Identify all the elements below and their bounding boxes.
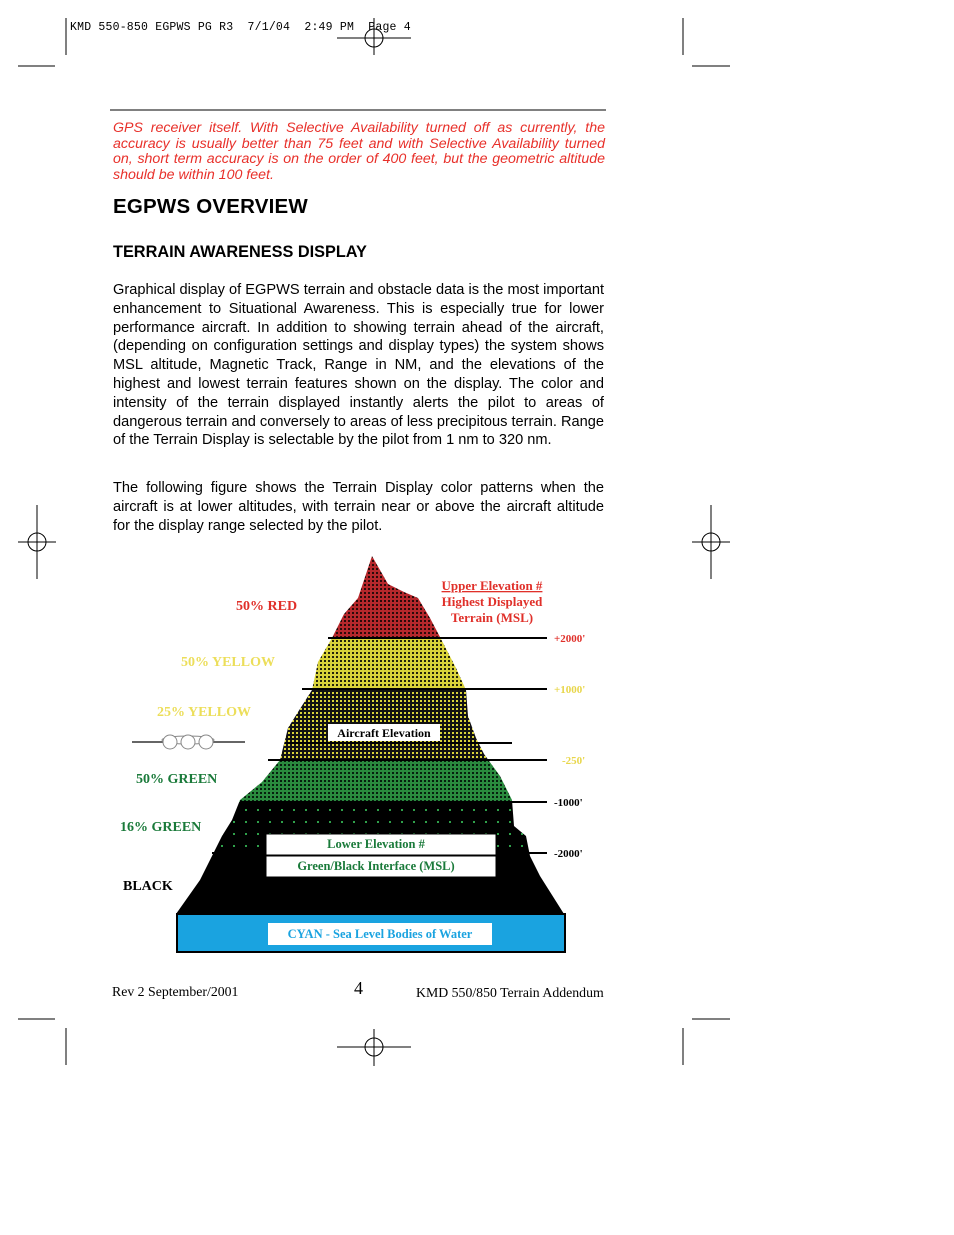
subsection-heading: TERRAIN AWARENESS DISPLAY [113, 243, 367, 261]
band-label-green-50: 50% GREEN [136, 772, 218, 787]
water-label: CYAN - Sea Level Bodies of Water [287, 927, 473, 941]
band-label-yellow-25: 25% YELLOW [157, 705, 251, 720]
section-heading: EGPWS OVERVIEW [113, 195, 308, 218]
body-paragraph-1: Graphical display of EGPWS terrain and obstacle data is the most important enhancement to Situational Awareness. This is especially true for lower performance aircraft. In addition to showing terrain ahead of the aircraft, (depending on configuration settings and display types) the system shows MSL altitude, Magnetic Track, Range in NM, and the elevations of the highest and lowest terrain features shown on the display. The color and intensity of the terrain displayed instantly alerts the pilot to areas of dangerous terrain and conversely to areas of less precipitous terrain. Range of the Terrain Display is selectable by the pilot from 1 nm to 320 nm. [113, 282, 604, 449]
aircraft-icon [132, 735, 245, 749]
page-number: 4 [354, 978, 363, 998]
threshold-minus-250: -250' [562, 755, 586, 767]
band-green-50 [150, 760, 600, 802]
footer-document-title: KMD 550/850 Terrain Addendum [416, 985, 604, 1000]
upper-elevation-label: Upper Elevation # [441, 578, 543, 593]
band-label-green-16: 16% GREEN [120, 820, 202, 835]
print-slug: KMD 550-850 EGPWS PG R3 7/1/04 2:49 PM Page 4 [70, 21, 411, 34]
footer-revision: Rev 2 September/2001 [112, 984, 239, 999]
aircraft-elevation-label: Aircraft Elevation [337, 726, 431, 740]
body-paragraph-2: The following figure shows the Terrain Display color patterns when the aircraft is at lower altitudes, with terrain near or above the aircraft altitude for the display range selected by the pilot. [113, 480, 604, 534]
threshold-minus-1000: -1000' [554, 797, 583, 809]
threshold-minus-2000: -2000' [554, 848, 583, 860]
highest-displayed-label: Highest Displayed [441, 594, 543, 609]
terrain-msl-label: Terrain (MSL) [450, 610, 534, 625]
lower-elevation-label: Lower Elevation # [327, 837, 425, 851]
band-label-red: 50% RED [236, 599, 298, 614]
threshold-plus-1000: +1000' [554, 684, 586, 696]
green-black-interface-label: Green/Black Interface (MSL) [297, 859, 455, 873]
threshold-plus-2000: +2000' [554, 633, 586, 645]
band-label-yellow-50: 50% YELLOW [181, 655, 275, 670]
band-label-black: BLACK [123, 879, 173, 894]
gps-accuracy-note: GPS receiver itself. With Selective Availability turned off as currently, the accuracy is usually better than 75 feet and with Selective Availability turned on, short term accuracy is on the order of 400 feet, but the geometric altitude should be within 100 feet. [113, 120, 605, 183]
